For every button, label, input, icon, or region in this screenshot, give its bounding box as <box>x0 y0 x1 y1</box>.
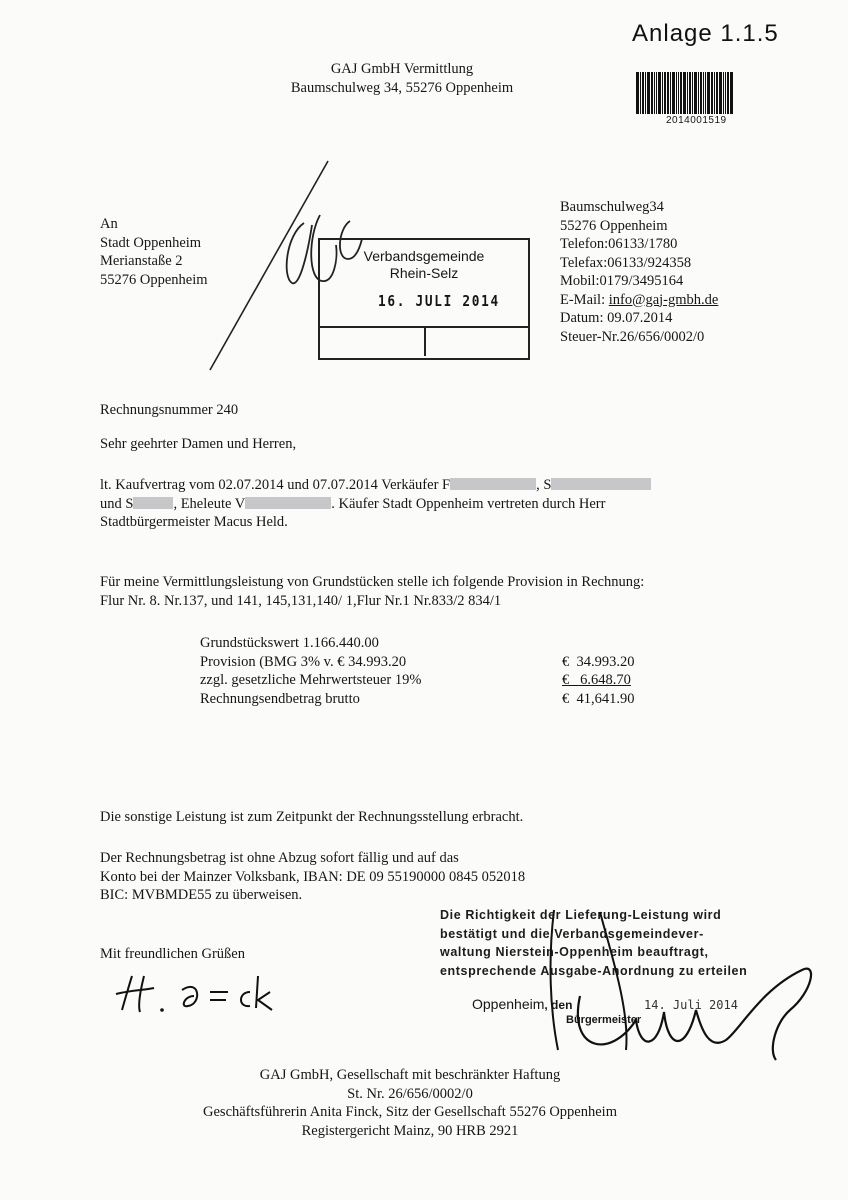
redaction-block <box>133 497 173 509</box>
payment-instructions <box>100 849 525 905</box>
contact-email-link[interactable]: info@gaj-gmbh.de <box>608 291 719 308</box>
calculation-amount: € 6.648.70 <box>562 672 631 688</box>
reference-text: . Käufer Stadt Oppenheim vertreten durch Herr <box>331 495 606 512</box>
receipt-stamp-divider <box>424 328 426 356</box>
payment-line: Der Rechnungsbetrag ist ohne Abzug sofort fällig und auf das <box>100 850 459 866</box>
sender-name: GAJ GmbH Vermittlung <box>330 61 474 77</box>
reference-text: und S <box>100 495 134 512</box>
footer <box>0 1066 848 1140</box>
receipt-stamp-region: Rhein-Selz <box>389 265 459 281</box>
footer-line: Geschäftsführerin Anita Finck, Sitz der Gesellschaft 55276 Oppenheim <box>203 1104 617 1120</box>
approval-stamp-line: Die Richtigkeit der Lieferung-Leistung wird <box>440 908 722 922</box>
sender-address: Baumschulweg 34, 55276 Oppenheim <box>290 79 514 96</box>
footer-line: GAJ GmbH, Gesellschaft mit beschränkter Haftung <box>259 1067 561 1083</box>
calculation-amount: € 41,641.90 <box>562 690 635 707</box>
recipient-line: Stadt Oppenheim <box>100 234 202 251</box>
barcode-number: 2014001519 <box>666 115 727 126</box>
approval-stamp-date: 14. Juli 2014 <box>644 998 738 1012</box>
recipient-line: 55276 Oppenheim <box>100 271 208 288</box>
calculation-label: Rechnungsendbetrag brutto <box>200 690 360 707</box>
contact-city: 55276 Oppenheim <box>560 217 668 234</box>
approval-stamp-line: bestätigt und die Verbandsgemeindever- <box>440 926 704 941</box>
receipt-stamp-org: Verbandsgemeinde <box>363 248 485 264</box>
redaction-block <box>245 497 331 509</box>
contact-phone: Telefon:06133/1780 <box>560 236 678 252</box>
contact-fax: Telefax:06133/924358 <box>560 254 692 271</box>
approval-stamp-role: Bürgermeister <box>566 1014 642 1026</box>
calculation-label: Provision (BMG 3% v. € 34.993.20 <box>200 653 407 670</box>
reference-line-2 <box>100 495 651 514</box>
annex-label: Anlage 1.1.5 <box>632 20 779 47</box>
service-line: Flur Nr. 8. Nr.137, und 141, 145,131,140/ 1,Flur Nr.1 Nr.833/2 834/1 <box>100 592 502 609</box>
calculation-row <box>200 671 660 690</box>
contact-date: Datum: 09.07.2014 <box>560 310 673 326</box>
receipt-stamp-date: 16. JULI 2014 <box>378 292 500 310</box>
invoice-number: Rechnungsnummer 240 <box>100 402 239 418</box>
reference-line-1 <box>100 476 651 495</box>
payment-line: BIC: MVBMDE55 zu überweisen. <box>100 887 303 903</box>
footer-line: Registergericht Mainz, 90 HRB 2921 <box>301 1122 519 1139</box>
calculation-label: Grundstückswert 1.166.440.00 <box>200 635 379 651</box>
approval-signature <box>540 900 830 1070</box>
approval-stamp-line: entsprechende Ausgabe-Anordnung zu erteilen <box>440 963 748 978</box>
footer-line: St. Nr. 26/656/0002/0 <box>347 1085 473 1102</box>
signature <box>110 970 280 1020</box>
service-line: Für meine Vermittlungsleistung von Grundstücken stelle ich folgende Provision in Rechnung: <box>100 574 645 590</box>
salutation: Sehr geehrter Damen und Herren, <box>100 436 297 452</box>
contract-reference <box>100 476 651 532</box>
service-description <box>100 573 644 610</box>
calculation-row <box>200 690 660 709</box>
recipient-line: Merianstaße 2 <box>100 253 183 269</box>
approval-stamp-date-prefix: , den <box>544 998 573 1012</box>
calculation-label: zzgl. gesetzliche Mehrwertsteuer 19% <box>200 672 422 688</box>
payment-line: Konto bei der Mainzer Volksbank, IBAN: DE 09 55190000 0845 052018 <box>100 868 526 885</box>
contact-email-row <box>560 291 718 310</box>
recipient-line: An <box>100 216 118 232</box>
reference-text: , S <box>536 477 552 493</box>
performance-note: Die sonstige Leistung ist zum Zeitpunkt der Rechnungsstellung erbracht. <box>100 809 524 825</box>
calculation-table <box>200 634 660 708</box>
contact-street: Baumschulweg34 <box>560 199 664 215</box>
redaction-block <box>551 478 651 490</box>
contact-email-label: E-Mail: <box>560 291 609 308</box>
contact-tax-number: Steuer-Nr.26/656/0002/0 <box>560 328 705 345</box>
approval-stamp-place: Oppenheim <box>472 996 545 1012</box>
calculation-amount: € 34.993.20 <box>562 653 635 670</box>
calculation-row <box>200 634 660 653</box>
recipient-block <box>100 215 208 289</box>
calculation-row <box>200 653 660 672</box>
approval-stamp-line: waltung Nierstein-Oppenheim beauftragt, <box>440 945 709 959</box>
reference-text: lt. Kaufvertrag vom 02.07.2014 und 07.07.2014 Verkäufer F <box>100 477 451 493</box>
reference-text: , Eheleute V <box>173 495 246 512</box>
initials-mark <box>200 155 380 375</box>
closing: Mit freundlichen Grüßen <box>100 946 245 962</box>
contact-block <box>560 198 718 346</box>
reference-line-3: Stadtbürgermeister Macus Held. <box>100 514 288 530</box>
contact-mobile: Mobil:0179/3495164 <box>560 273 684 289</box>
sender-header <box>0 60 848 97</box>
redaction-block <box>450 478 536 490</box>
